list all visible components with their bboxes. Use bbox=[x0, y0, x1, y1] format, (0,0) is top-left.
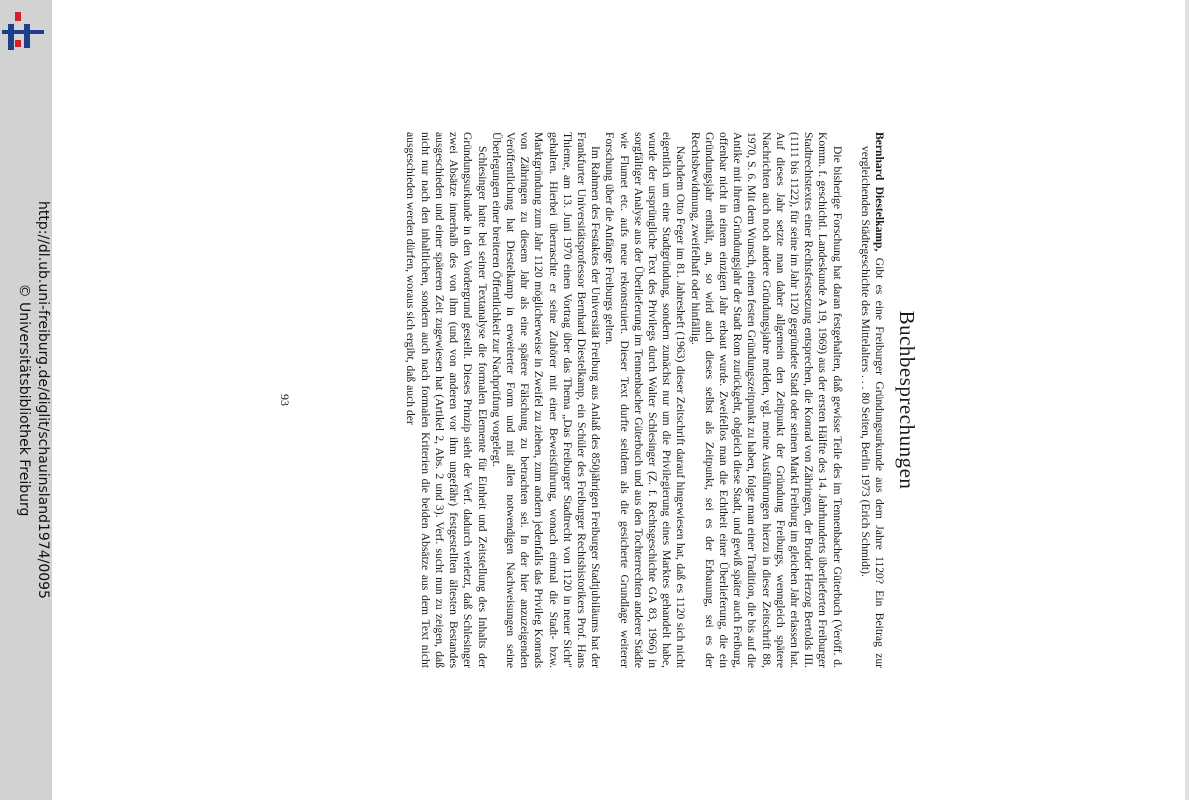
page-number: 93 bbox=[278, 394, 292, 406]
entry-title: Gibt es eine Freiburger Gründungsurkunde aus dem Jahre 1120? Ein Beitrag zur vergleichenden Städtegeschichte des Mittelalters . . . 80 Seiten, Berlin 1973 (Erich Schmidt). bbox=[858, 146, 886, 669]
viewer-sidebar bbox=[0, 0, 52, 800]
paragraph-2: Nachdem Otto Feger im 81. Jahresheft (1963) dieser Zeitschrift darauf hingewiesen hat, daß es 1120 sich nicht eigentlich um eine Stadtgründung, sondern zunächst nur um die Privilegierung eines Marktes gehandelt habe, wurde der ursprüngliche Text des Privilegs durch Walter Schlesinger (Z. f. Rechtsgeschichte GA 83, 1966) in sorgfältiger Analyse aus der Überlieferung im Tennenbacher Güterbuch und aus den Tochterrechten anderer Städte wie Flumet etc. aufs neue rekonstruiert. Dieser Text durfte seitdem als die gesicherte Grundlage weiterer Forschung über die Anfänge Freiburgs gelten. bbox=[603, 132, 688, 668]
paragraph-4: Schlesinger hatte bei seiner Textanalyse die formalen Elemente für Einheit und Zeitstellung des Inhalts der Gründungsurkunde in den Vordergrund gestellt. Dieses Prinzip sieht der Verf. dadurch verletzt, daß Schlesinger zwei Absätze innerhalb des von ihm (und von anderen vor ihm ungefähr) festgestellten ältesten Bestandes ausgeschieden und einer späteren Zeit zugewiesen hat (Artikel 2, Abs. 2 und 3). Verf. sucht nun zu zeigen, daß nicht nur nach den inhaltlichen, sondern auch nach formalen Kriterien die beiden Absätze aus dem Text nicht ausgeschieden werden dürfen, woraus sich ergibt, daß auch der bbox=[404, 132, 489, 668]
paragraph-3: Im Rahmen des Festaktes der Universität Freiburg aus Anlaß des 850jährigen Freiburger Stadtjubiläums hat der Frankfurter Universitätsprofessor Bernhard Diestelkamp, ein Schüler des Freiburger Rechtshistorikers Prof. Hans Thieme, am 13. Juni 1970 einen Vortrag über das Thema „Das Freiburger Stadtrecht von 1120 in neuer Sicht" gehalten. Hierbei überraschte er seine Zuhörer mit einer Beweisführung, wonach einmal die Stadt- bzw. Marktgründung zum Jahr 1120 möglicherweise in Zweifel zu ziehen, zum andern jedenfalls das Privileg Konrads von Zähringen zu diesem Jahr als eine spätere Fälschung zu betrachten sei. In der hier anzuzeigenden Veröffentlichung hat Diestelkamp in erweiterter Form und mit allen notwendigen Nachweisungen seine Überlegungen einer breiteren Öffentlichkeit zur Nachprüfung vorgelegt. bbox=[489, 132, 603, 668]
university-library-logo[interactable] bbox=[2, 12, 44, 52]
review-entry-header bbox=[858, 132, 886, 668]
copyright-notice: © Universitätsbibliothek Freiburg bbox=[16, 283, 32, 517]
page-heading: Buchbesprechungen bbox=[895, 310, 919, 490]
document-page bbox=[277, 132, 919, 668]
sidebar-rotated-text bbox=[14, 201, 52, 599]
paragraph-1: Die bisherige Forschung hat daran festgehalten, daß gewisse Teile des im Tennenbacher Güterbuch (Veröff. d. Komm. f. geschichtl. Landeskunde A 19, 1969) aus der ersten Hälfte des 14. Jahrhunderts überlieferten Freiburger Stadtrechtstextes einer Rechtsfestsetzung entsprechen, die Konrad von Zähringen, der Bruder Herzog Bertolds III. (1111 bis 1122), für seine im Jahr 1120 gegründete Stadt oder seinen Markt Freiburg im gleichen Jahr erlassen hat. Auf dieses Jahr setzte man daher allgemein den Zeitpunkt der Gründung Freiburgs, wenngleich spätere Nachrichten auch noch andere Gründungsjahre melden, vgl. meine Ausführungen hierzu in dieser Zeitschrift 88, 1970, S. 6. Mit dem Wunsch, einen festen Gründungszeitpunkt zu haben, folgte man einer Tradition, die bis auf die Antike mit ihrem Gründungsjahr der Stadt Rom zurückgeht, obgleich diese Stadt, und gewiß später auch Freiburg, offenbar nicht in einem einzigen Jahr erbaut wurde. Zweifellos man die Echtheit einer Überlieferung, die ein Gründungsjahr enthält, an, so wird auch dieses selbst als Zeitpunkt, sei es der Erbauung, sei es der Rechtsbewidmung, zweifelhaft oder hinfällig. bbox=[688, 132, 844, 668]
text-column bbox=[403, 132, 886, 668]
page-edge-scrollbar bbox=[1185, 0, 1189, 800]
source-url-link[interactable]: http://dl.ub.uni-freiburg.de/diglit/schauinsland1974/0095 bbox=[35, 201, 51, 599]
entry-author: Bernhard Diestelkamp, bbox=[873, 132, 886, 252]
